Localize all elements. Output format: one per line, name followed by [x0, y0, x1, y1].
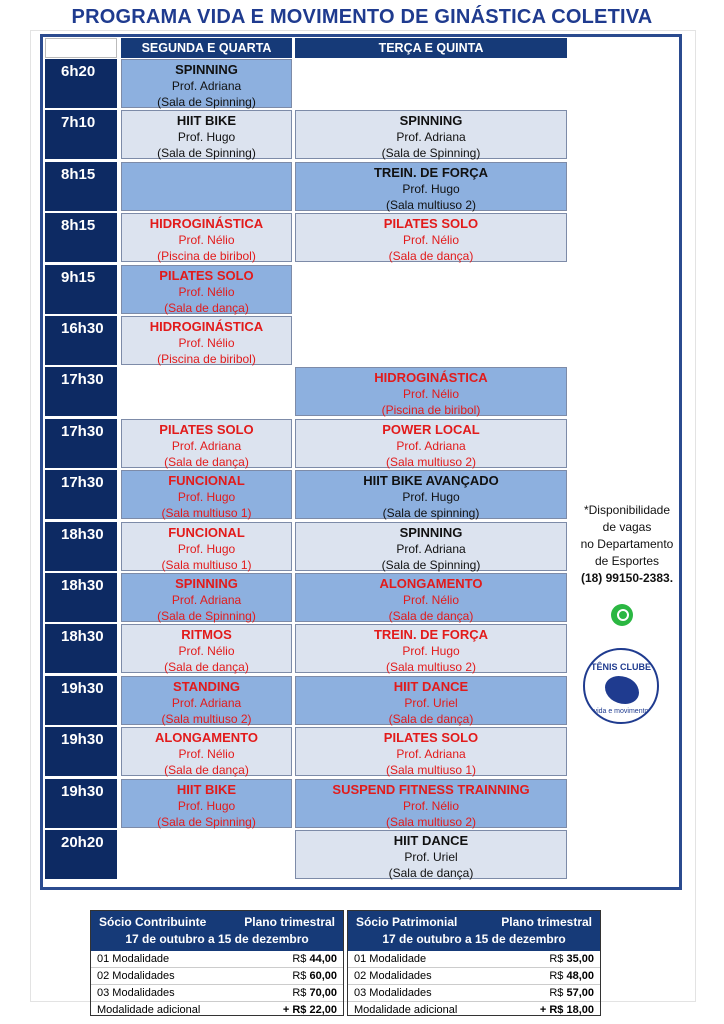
price-row: 01 Modalidade R$ 44,00 — [91, 951, 343, 968]
class-prof: Prof. Nélio — [178, 233, 235, 247]
class-prof: Prof. Nélio — [178, 747, 235, 761]
class-cell — [121, 676, 292, 725]
class-name: SPINNING — [399, 113, 463, 128]
time-slot: 20h20 — [45, 830, 117, 879]
class-room: (Piscina de biribol) — [157, 352, 256, 366]
time-slot: 7h10 — [45, 110, 117, 159]
phone-number: (18) 99150-2383. — [580, 571, 674, 585]
price-row: 03 Modalidades R$ 70,00 — [91, 985, 343, 1002]
class-cell — [295, 830, 567, 879]
price-header — [348, 911, 600, 951]
class-cell — [295, 367, 567, 416]
class-prof: Prof. Hugo — [402, 182, 460, 196]
class-room: (Piscina de biribol) — [381, 403, 481, 417]
class-cell — [121, 265, 292, 314]
time-slot: 19h30 — [45, 727, 117, 776]
class-cell — [121, 110, 292, 159]
logo-bottom-text: vida e movimento — [593, 708, 649, 715]
class-room: (Sala de Spinning) — [157, 95, 256, 109]
class-prof: Prof. Adriana — [171, 439, 242, 453]
time-slot: 9h15 — [45, 265, 117, 314]
class-prof: Prof. Nélio — [178, 285, 235, 299]
class-room: (Sala multiuso 1) — [161, 506, 252, 520]
class-prof: Prof. Hugo — [177, 490, 236, 504]
note-line-4: de Esportes — [594, 554, 660, 568]
runner-icon — [605, 676, 639, 704]
class-name: HIDROGINÁSTICA — [374, 370, 488, 385]
class-prof: Prof. Hugo — [177, 130, 236, 144]
class-cell — [121, 213, 292, 262]
time-slot: 16h30 — [45, 316, 117, 365]
class-room: (Sala multiuso 1) — [385, 763, 477, 777]
class-room: (Sala multiuso 2) — [385, 660, 477, 674]
class-room: (Sala multiuso 2) — [385, 198, 477, 212]
class-name: HIDROGINÁSTICA — [149, 319, 264, 334]
class-prof: Prof. Hugo — [177, 799, 236, 813]
class-cell — [295, 573, 567, 622]
price-title: Sócio Patrimonial — [356, 915, 458, 929]
class-cell — [295, 522, 567, 571]
price-period: 17 de outubro a 15 de dezembro — [382, 932, 566, 946]
class-name: HIIT BIKE AVANÇADO — [363, 473, 499, 488]
class-cell — [121, 419, 292, 468]
class-name: POWER LOCAL — [382, 422, 480, 437]
class-prof: Prof. Nélio — [178, 644, 235, 658]
class-room: (Sala de dança) — [164, 660, 249, 674]
club-logo — [583, 648, 659, 724]
class-prof: Prof. Adriana — [396, 542, 466, 556]
class-room: (Sala de Spinning) — [381, 558, 481, 572]
class-cell — [295, 213, 567, 262]
class-prof: Prof. Nélio — [402, 799, 460, 813]
logo-top-text: TÊNIS CLUBE — [590, 662, 651, 672]
column-header-tue-thu: TERÇA E QUINTA — [295, 38, 567, 58]
column-header-mon-wed: SEGUNDA E QUARTA — [121, 38, 292, 58]
class-prof: Prof. Adriana — [171, 79, 242, 93]
time-slot: 8h15 — [45, 213, 117, 262]
class-name: TREIN. DE FORÇA — [373, 627, 489, 642]
class-prof: Prof. Nélio — [402, 387, 460, 401]
class-room: (Sala de dança) — [164, 455, 249, 469]
class-cell — [295, 419, 567, 468]
note-line-1: *Disponibilidade — [583, 503, 671, 517]
class-room: (Sala de spinning) — [382, 506, 480, 520]
class-name: ALONGAMENTO — [379, 576, 483, 591]
class-name: PILATES SOLO — [159, 268, 254, 283]
price-row: 02 Modalidades R$ 60,00 — [91, 968, 343, 985]
note-line-2: de vagas — [602, 520, 652, 534]
class-room: (Sala de dança) — [388, 712, 474, 726]
class-prof: Prof. Adriana — [171, 593, 242, 607]
note-line-3: no Departamento — [580, 537, 674, 551]
class-name: HIIT BIKE — [176, 782, 237, 797]
time-slot: 8h15 — [45, 162, 117, 211]
price-row: 02 Modalidades R$ 48,00 — [348, 968, 600, 985]
corner-header — [45, 38, 117, 58]
class-cell — [121, 522, 292, 571]
time-slot: 18h30 — [45, 624, 117, 673]
class-room: (Sala de Spinning) — [157, 146, 256, 160]
time-slot: 17h30 — [45, 367, 117, 416]
class-prof: Prof. Adriana — [171, 696, 242, 710]
class-room: (Sala de Spinning) — [381, 146, 481, 160]
class-room: (Sala de dança) — [388, 609, 474, 623]
price-row: Modalidade adicional + R$ 22,00 — [97, 1004, 337, 1016]
time-slot: 17h30 — [45, 419, 117, 468]
class-name: PILATES SOLO — [159, 422, 254, 437]
class-room: (Sala de dança) — [388, 866, 474, 880]
class-room: (Sala multiuso 2) — [385, 815, 477, 829]
class-cell — [295, 624, 567, 673]
class-room: (Sala de dança) — [164, 763, 249, 777]
class-room: (Sala multiuso 2) — [161, 712, 252, 726]
time-slot: 19h30 — [45, 676, 117, 725]
time-slot: 19h30 — [45, 779, 117, 828]
class-name: TREIN. DE FORÇA — [373, 165, 489, 180]
class-name: HIIT DANCE — [393, 833, 469, 848]
time-slot: 6h20 — [45, 59, 117, 108]
price-title: Sócio Contribuinte — [99, 915, 207, 929]
class-name: ALONGAMENTO — [154, 730, 259, 745]
price-row: 03 Modalidades R$ 57,00 — [348, 985, 600, 1002]
class-name: FUNCIONAL — [168, 473, 245, 488]
class-cell — [121, 470, 292, 519]
class-prof: Prof. Hugo — [177, 542, 236, 556]
class-name: RITMOS — [181, 627, 232, 642]
price-row: 01 Modalidade R$ 35,00 — [348, 951, 600, 968]
class-cell — [121, 779, 292, 828]
class-prof: Prof. Hugo — [402, 490, 460, 504]
class-cell — [295, 676, 567, 725]
class-cell — [295, 162, 567, 211]
time-slot: 17h30 — [45, 470, 117, 519]
class-cell — [121, 573, 292, 622]
price-plan: Plano trimestral — [244, 915, 335, 929]
class-prof: Prof. Nélio — [402, 233, 460, 247]
class-cell — [295, 110, 567, 159]
class-room: (Sala de Spinning) — [157, 609, 256, 623]
class-name: SPINNING — [175, 576, 238, 591]
price-period: 17 de outubro a 15 de dezembro — [125, 932, 309, 946]
class-name: HIDROGINÁSTICA — [149, 216, 264, 231]
class-name: PILATES SOLO — [383, 216, 479, 231]
class-name: PILATES SOLO — [383, 730, 479, 745]
price-plan: Plano trimestral — [501, 915, 592, 929]
class-prof: Prof. Nélio — [402, 593, 460, 607]
class-name: SUSPEND FITNESS TRAINNING — [332, 782, 530, 797]
class-name: HIIT BIKE — [176, 113, 237, 128]
class-cell — [295, 727, 567, 776]
class-name: SPINNING — [175, 62, 238, 77]
class-cell — [121, 316, 292, 365]
class-prof: Prof. Adriana — [396, 439, 466, 453]
time-slot: 18h30 — [45, 573, 117, 622]
page-title: PROGRAMA VIDA E MOVIMENTO DE GINÁSTICA COLETIVA — [71, 6, 653, 28]
class-name: HIIT DANCE — [393, 679, 469, 694]
class-cell — [121, 162, 292, 211]
class-room: (Sala de dança) — [164, 301, 249, 315]
class-room: (Piscina de biribol) — [157, 249, 256, 263]
price-header — [91, 911, 343, 951]
whatsapp-icon — [611, 604, 633, 626]
class-prof: Prof. Adriana — [396, 130, 466, 144]
class-room: (Sala de dança) — [388, 249, 474, 263]
availability-note — [570, 502, 684, 587]
class-name: SPINNING — [399, 525, 463, 540]
time-slot: 18h30 — [45, 522, 117, 571]
price-box-contribuinte — [90, 910, 344, 1016]
class-prof: Prof. Nélio — [178, 336, 235, 350]
class-name: FUNCIONAL — [168, 525, 245, 540]
class-room: (Sala de Spinning) — [157, 815, 256, 829]
class-prof: Prof. Uriel — [404, 850, 458, 864]
class-prof: Prof. Adriana — [396, 747, 466, 761]
class-room: (Sala multiuso 2) — [385, 455, 477, 469]
class-prof: Prof. Uriel — [404, 696, 458, 710]
price-box-patrimonial — [347, 910, 601, 1016]
class-cell — [121, 727, 292, 776]
class-cell — [295, 779, 567, 828]
price-row: Modalidade adicional + R$ 18,00 — [354, 1004, 594, 1016]
class-cell — [121, 624, 292, 673]
class-cell — [121, 59, 292, 108]
class-name: STANDING — [173, 679, 240, 694]
class-cell — [295, 470, 567, 519]
class-room: (Sala multiuso 1) — [161, 558, 252, 572]
class-prof: Prof. Hugo — [402, 644, 460, 658]
